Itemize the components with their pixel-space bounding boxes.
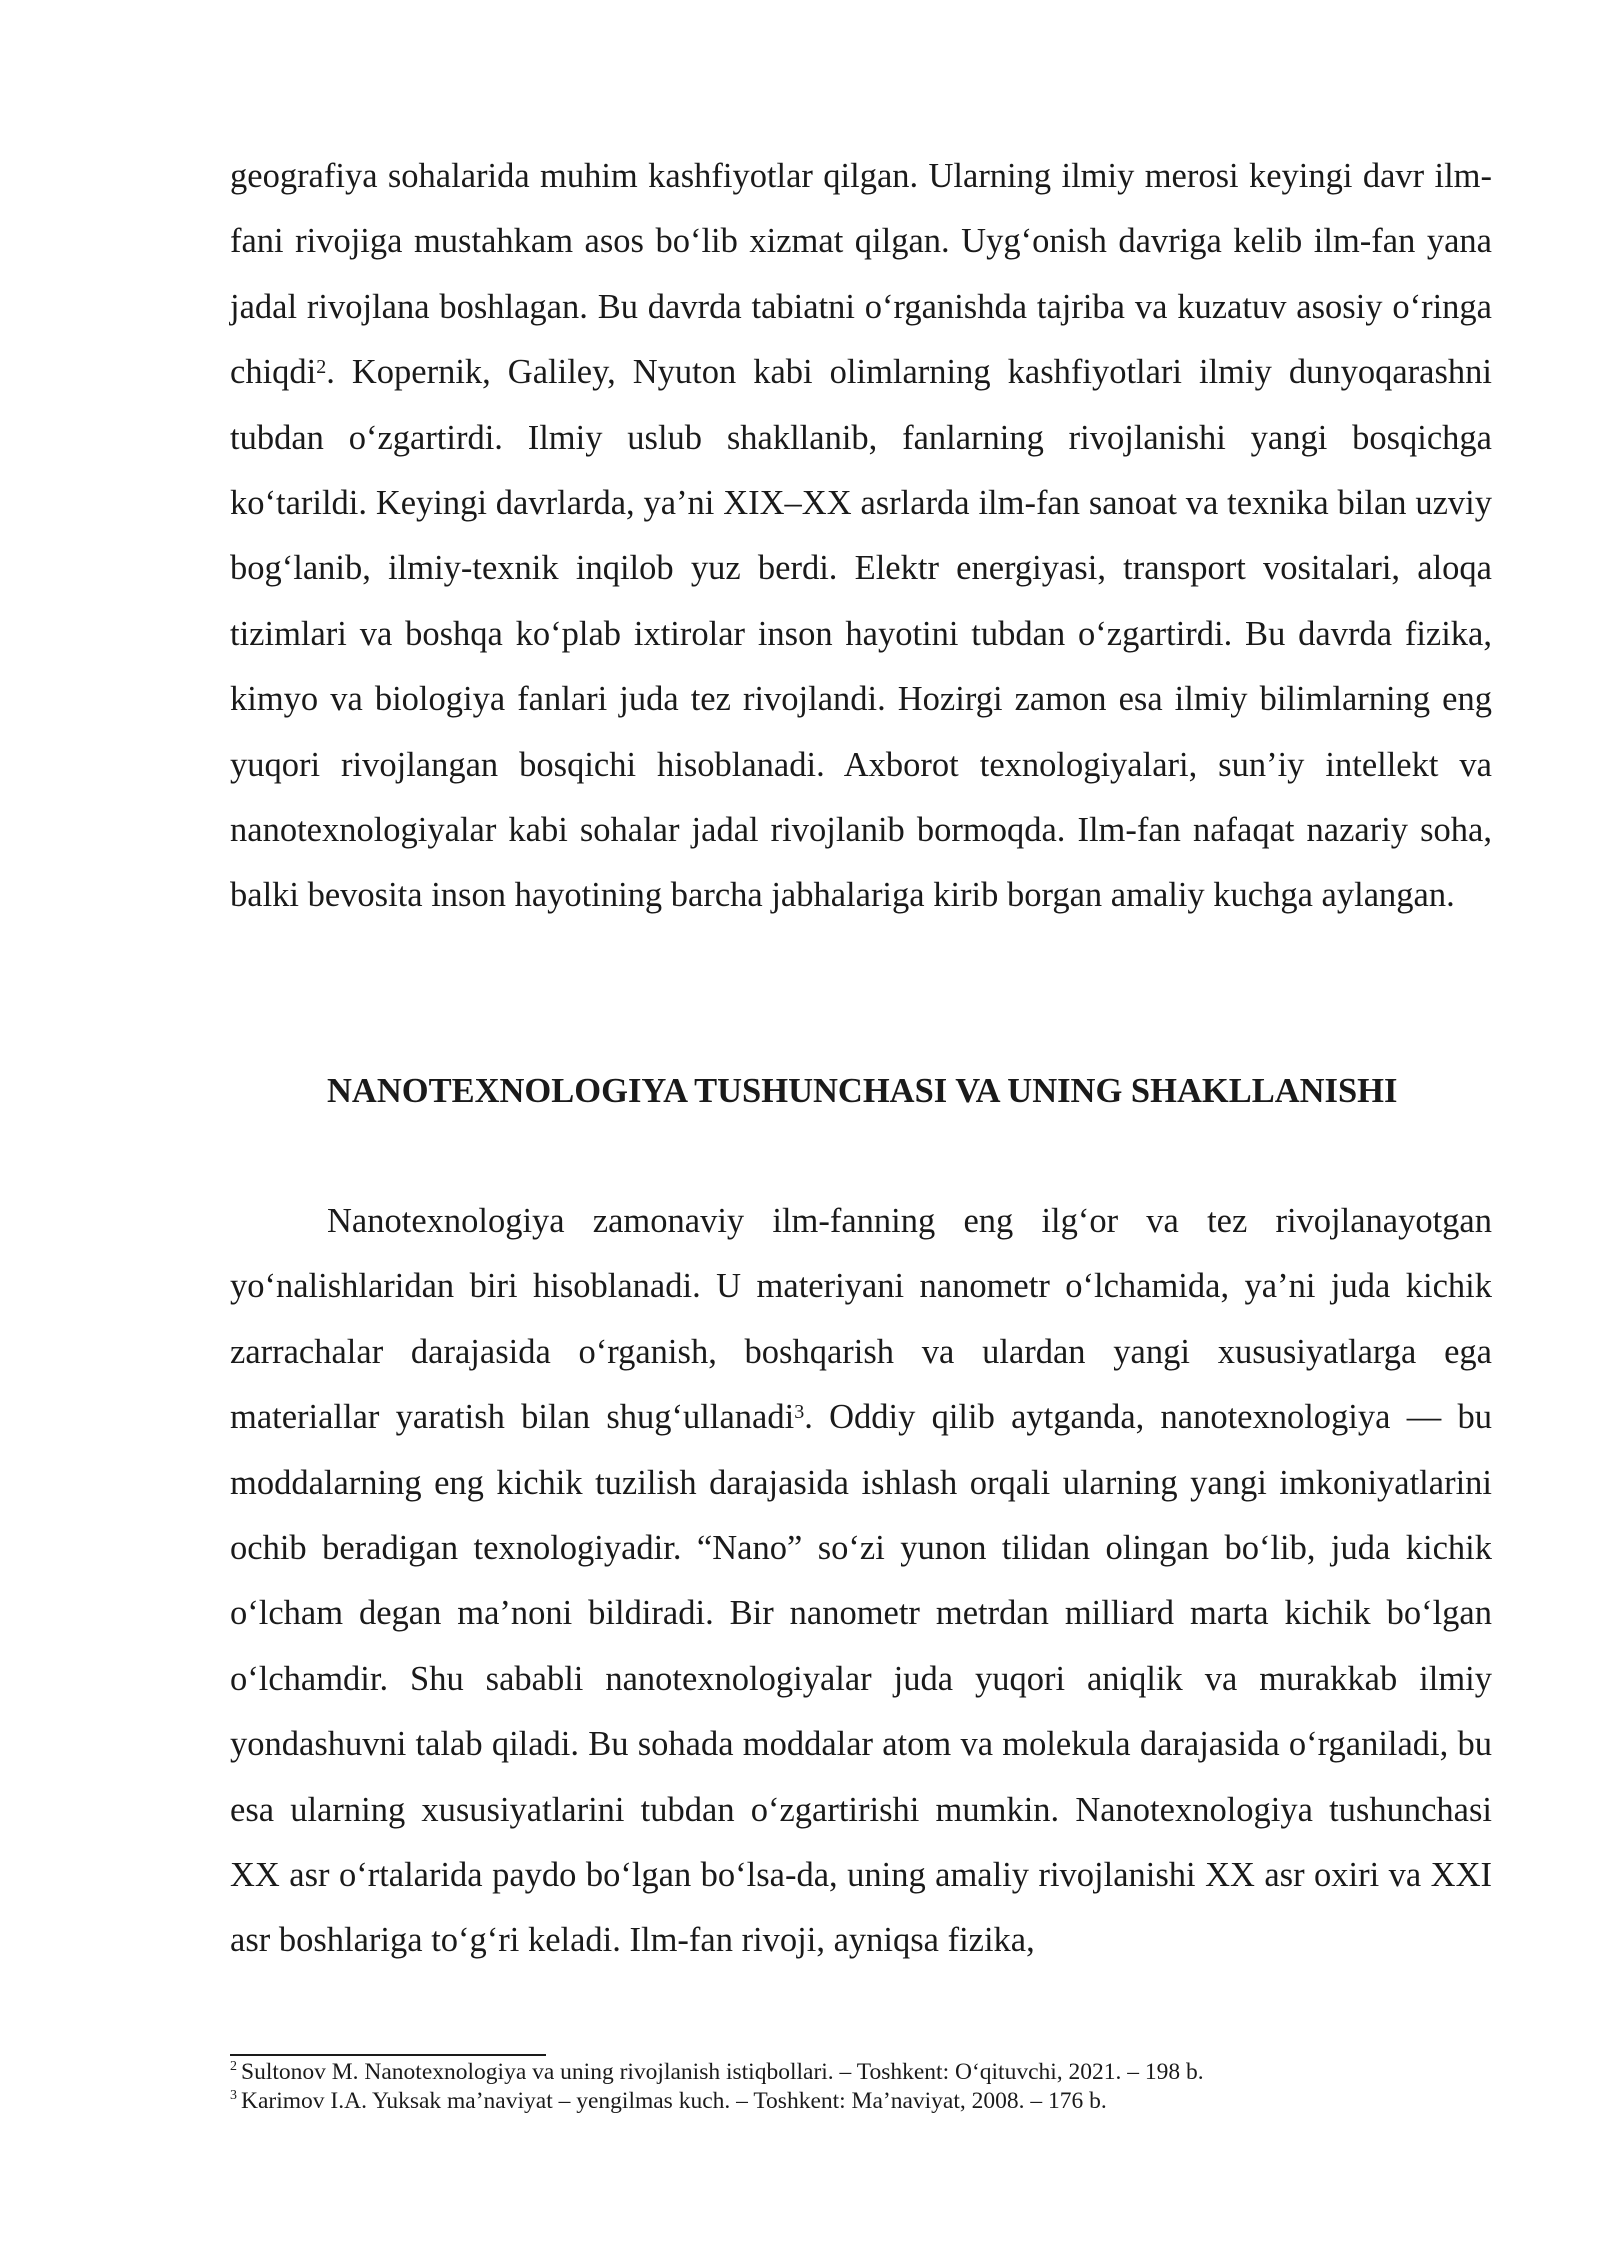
footnote-3-text: Karimov I.A. Yuksak ma’naviyat – yengilmas kuch. – Toshkent: Ma’naviyat, 2008. – 176 b. xyxy=(241,2088,1107,2114)
footnote-2-text: Sultonov M. Nanotexnologiya va uning rivojlanish istiqbollari. – Toshkent: O‘qituvchi, 2021. – 198 b. xyxy=(241,2059,1204,2085)
body-paragraph-2 xyxy=(230,1189,1492,1974)
body-paragraph-1 xyxy=(230,144,1492,929)
paragraph-1-text-part-1: geografiya sohalarida muhim kashfiyotlar qilgan. Ularning ilmiy merosi keyingi davr ilm-fani rivojiga mustahkam asos bo‘lib xizmat qilgan. Uyg‘onish davriga kelib ilm-fan yana jadal rivojlana boshlagan. Bu davrda tabiatni o‘rganishda tajriba va kuzatuv asosiy o‘ringa chiqdi xyxy=(230,157,1492,392)
section-heading: NANOTEXNOLOGIYA TUSHUNCHASI VA UNING SHAKLLANISHI xyxy=(327,1072,1398,1110)
footnotes-section xyxy=(230,2058,1492,2116)
footnote-2 xyxy=(230,2058,1492,2087)
paragraph-1-text-part-2: . Kopernik, Galiley, Nyuton kabi olimlarning kashfiyotlari ilmiy dunyoqarashni tubdan o‘zgartirdi. Ilmiy uslub shakllanib, fanlarning rivojlanishi yangi bosqichga ko‘tarildi. Keyingi davrlarda, ya’ni XIX–XX asrlarda ilm-fan sanoat va texnika bilan uzviy bog‘lanib, ilmiy-texnik inqilob yuz berdi. Elektr energiyasi, transport vositalari, aloqa tizimlari va boshqa ko‘plab ixtirolar inson hayotini tubdan o‘zgartirdi. Bu davrda fizika, kimyo va biologiya fanlari juda tez rivojlandi. Hozirgi zamon esa ilmiy bilimlarning eng yuqori rivojlangan bosqichi hisoblanadi. Axborot texnologiyalari, sun’iy intellekt va nanotexnologiyalar kabi sohalar jadal rivojlanib bormoqda. Ilm-fan nafaqat nazariy soha, balki bevosita inson hayotining barcha jabhalariga kirib borgan amaliy kuchga aylangan. xyxy=(230,353,1492,915)
footnote-separator xyxy=(230,2054,546,2056)
footnote-ref-2: 2 xyxy=(316,355,327,378)
footnote-2-number: 2 xyxy=(230,2059,237,2075)
footnote-3 xyxy=(230,2087,1492,2116)
footnote-ref-3: 3 xyxy=(794,1400,805,1423)
footnote-3-number: 3 xyxy=(230,2088,237,2104)
paragraph-2-text-part-2: . Oddiy qilib aytganda, nanotexnologiya — bu moddalarning eng kichik tuzilish darajasida ishlash orqali ularning yangi imkoniyatlarini ochib beradigan texnologiyadir. “Nano” so‘zi yunon tilidan olingan bo‘lib, juda kichik o‘lcham degan ma’noni bildiradi. Bir nanometr metrdan milliard marta kichik bo‘lgan o‘lchamdir. Shu sababli nanotexnologiyalar juda yuqori aniqlik va murakkab ilmiy yondashuvni talab qiladi. Bu sohada moddalar atom va molekula darajasida o‘rganiladi, bu esa ularning xususiyatlarini tubdan o‘zgartirishi mumkin. Nanotexnologiya tushunchasi XX asr o‘rtalarida paydo bo‘lgan bo‘lsa-da, uning amaliy rivojlanishi XX asr oxiri va XXI asr boshlariga to‘g‘ri keladi. Ilm-fan rivoji, ayniqsa fizika, xyxy=(230,1398,1492,1960)
paragraph-2-text-part-1: Nanotexnologiya zamonaviy ilm-fanning eng ilg‘or va tez rivojlanayotgan yo‘nalishlaridan biri hisoblanadi. U materiyani nanometr o‘lchamida, ya’ni juda kichik zarrachalar darajasida o‘rganish, boshqarish va ulardan yangi xususiyatlarga ega materiallar yaratish bilan shug‘ullanadi xyxy=(230,1202,1492,1437)
